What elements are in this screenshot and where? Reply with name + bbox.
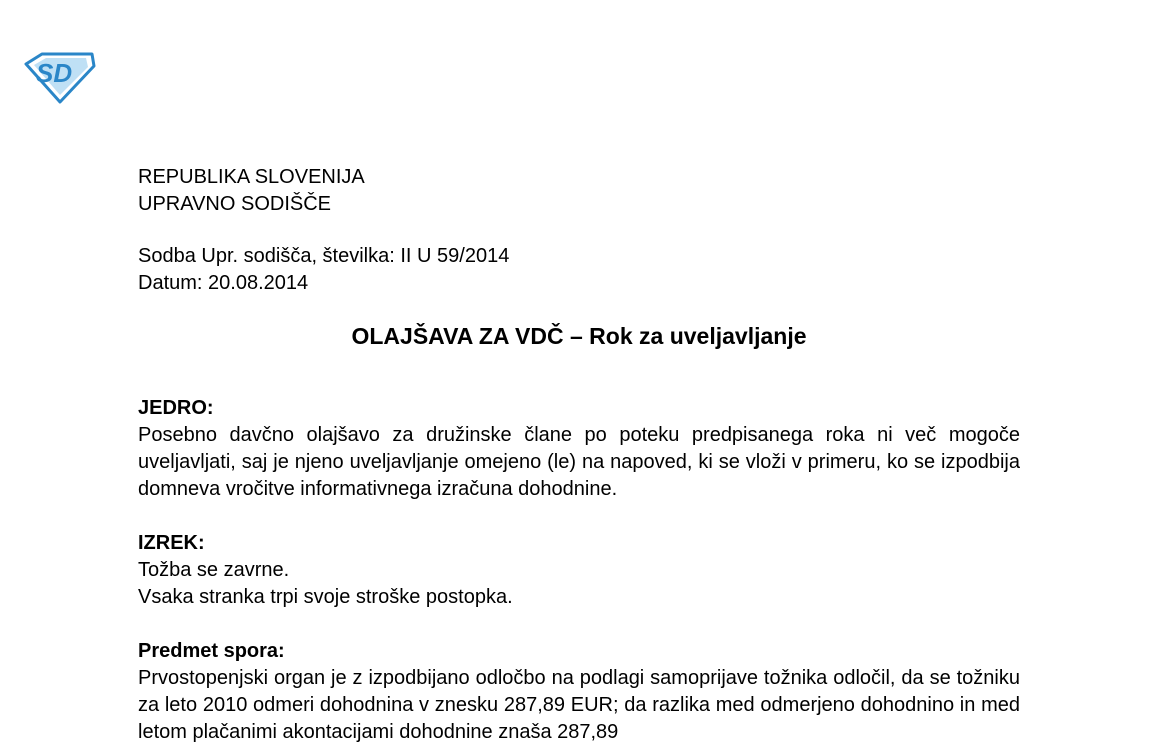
header-republic: REPUBLIKA SLOVENIJA <box>138 166 365 188</box>
jedro-heading: JEDRO: <box>138 397 214 419</box>
shield-logo-icon <box>22 50 96 104</box>
header-court: UPRAVNO SODIŠČE <box>138 193 331 215</box>
predmet-heading: Predmet spora: <box>138 640 285 662</box>
document-title: OLAJŠAVA ZA VDČ – Rok za uveljavljanje <box>351 323 807 349</box>
jedro-text: Posebno davčno olajšavo za družinske člane po poteku predpisanega roka ni več mogoče uveljavljati, saj je njeno uveljavljanje omejeno (le) na napoved, ki se vloži v primeru, ko se izpodbija domneva vročitve informativnega izračuna dohodnine. <box>138 424 1020 500</box>
logo-text: SD <box>36 58 73 88</box>
izrek-heading: IZREK: <box>138 532 205 554</box>
predmet-text: Prvostopenjski organ je z izpodbijano odločbo na podlagi samoprijave tožnika odločil, da se tožniku za leto 2010 odmeri dohodnina v znesku 287,89 EUR; da razlika med odmerjeno dohodnino in med letom plačanimi akontacijami dohodnine znaša 287,89 <box>138 667 1020 743</box>
izrek-line-2: Vsaka stranka trpi svoje stroške postopka. <box>138 586 513 608</box>
izrek-line-1: Tožba se zavrne. <box>138 559 290 581</box>
document-body <box>138 164 1020 746</box>
case-date: Datum: 20.08.2014 <box>138 272 309 294</box>
case-number: Sodba Upr. sodišča, številka: II U 59/2014 <box>138 245 510 267</box>
